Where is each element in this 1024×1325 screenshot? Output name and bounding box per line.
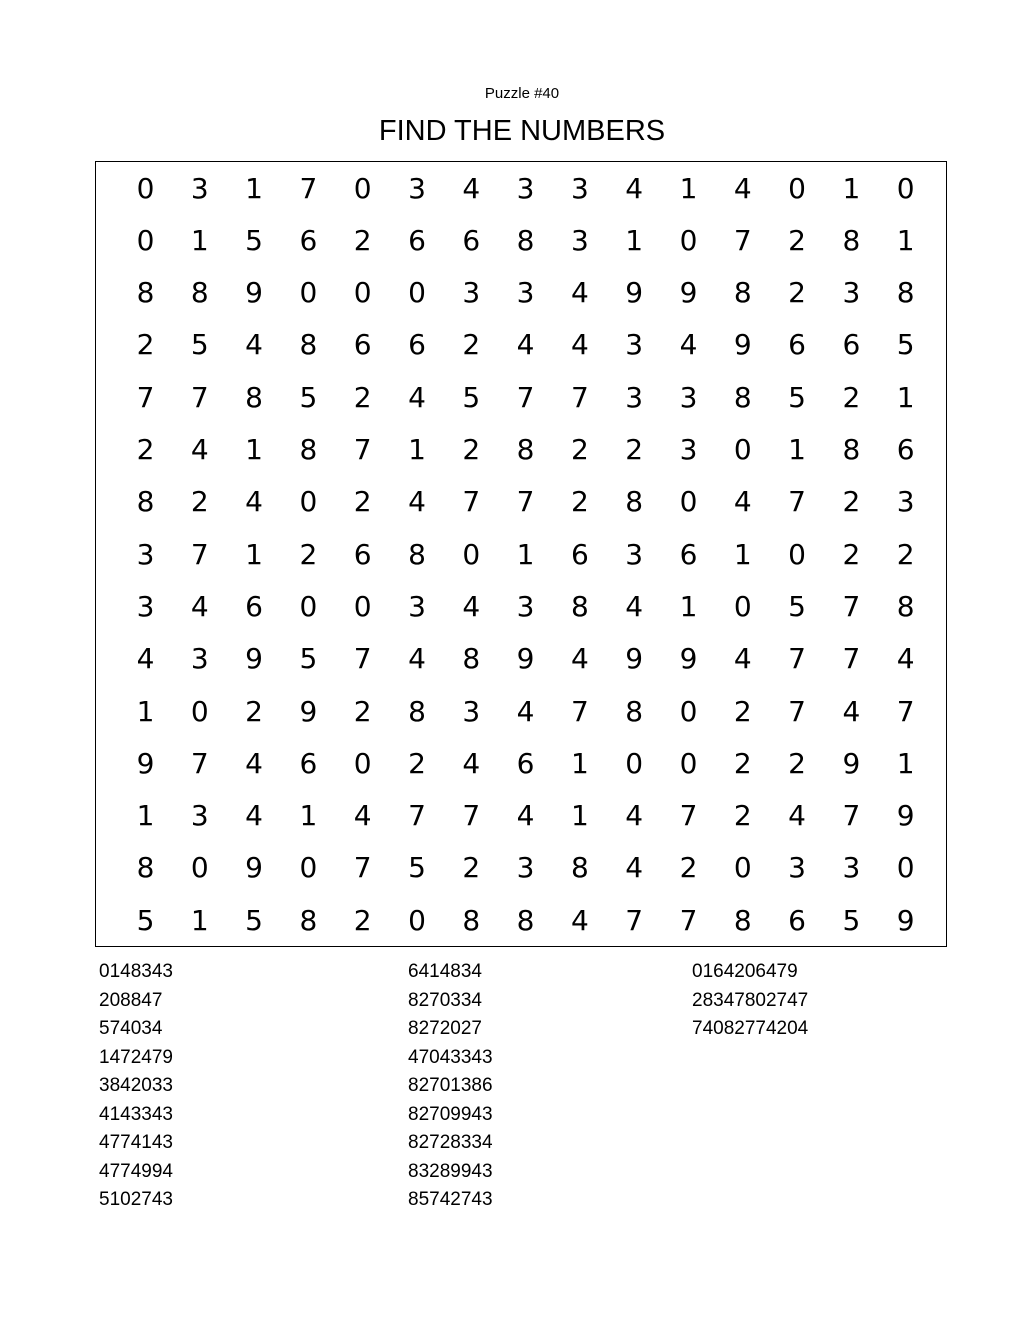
word-list-item: 6414834	[408, 961, 482, 982]
grid-cell[interactable]: 9	[896, 903, 915, 937]
grid-cell[interactable]: 8	[516, 903, 535, 937]
grid-cell[interactable]: 8	[516, 433, 535, 466]
grid-cell[interactable]: 4	[733, 485, 752, 519]
grid-cell[interactable]: 5	[788, 380, 806, 414]
grid-cell[interactable]: 7	[733, 223, 752, 257]
grid-cell[interactable]: 7	[842, 642, 861, 676]
grid-cell[interactable]: 4	[625, 171, 644, 205]
word-list-item: 574034	[99, 1018, 163, 1039]
grid-cell[interactable]: 4	[353, 799, 372, 833]
grid-cell[interactable]: 4	[788, 799, 806, 833]
word-list-column-1	[99, 958, 173, 1215]
grid-cell[interactable]: 9	[625, 276, 644, 310]
grid-cell[interactable]: 4	[570, 276, 589, 310]
grid-cell[interactable]: 5	[896, 328, 915, 362]
grid-cell[interactable]: 7	[570, 694, 589, 728]
grid-cell[interactable]: 8	[136, 485, 155, 519]
grid-cell[interactable]: 0	[679, 746, 698, 780]
grid-cell[interactable]: 2	[353, 694, 372, 728]
grid-cell[interactable]: 0	[299, 851, 318, 885]
grid-cell[interactable]: 1	[570, 746, 589, 780]
grid-cell[interactable]: 0	[733, 433, 752, 466]
grid-cell[interactable]: 7	[462, 485, 481, 519]
grid-cell[interactable]: 1	[299, 799, 318, 833]
grid-cell[interactable]: 6	[679, 537, 698, 571]
grid-cell[interactable]: 2	[842, 537, 861, 571]
grid-cell[interactable]: 0	[896, 171, 915, 205]
grid-cell[interactable]: 9	[733, 328, 752, 362]
grid-cell[interactable]: 8	[136, 276, 155, 310]
grid-cell[interactable]: 2	[570, 485, 589, 519]
word-list-column-2	[408, 958, 493, 1215]
grid-cell[interactable]: 2	[353, 223, 372, 257]
grid-cell[interactable]: 4	[462, 589, 481, 623]
grid-cell[interactable]: 0	[299, 276, 318, 310]
grid-cell[interactable]: 8	[299, 328, 318, 362]
word-list-item: 4774143	[99, 1132, 173, 1153]
grid-cell[interactable]: 0	[299, 485, 318, 519]
grid-cell[interactable]: 2	[733, 799, 752, 833]
grid-cell[interactable]: 6	[245, 589, 263, 623]
grid-cell[interactable]: 1	[679, 589, 698, 623]
grid-cell[interactable]: 3	[190, 171, 209, 205]
grid-cell[interactable]: 6	[842, 328, 861, 362]
grid-cell[interactable]: 1	[625, 223, 644, 257]
grid-cell[interactable]: 8	[896, 589, 915, 623]
grid-cell[interactable]: 8	[299, 903, 318, 937]
grid-cell[interactable]: 1	[733, 537, 752, 571]
word-list-item: 4774994	[99, 1160, 173, 1182]
word-list-item: 3842033	[99, 1075, 173, 1096]
grid-cell[interactable]: 0	[408, 276, 426, 310]
grid-cell[interactable]: 7	[842, 799, 861, 833]
grid-cell[interactable]: 8	[842, 223, 861, 257]
grid-cell[interactable]: 6	[570, 537, 589, 571]
grid-cell[interactable]: 6	[299, 746, 318, 780]
grid-cell[interactable]: 0	[788, 537, 806, 571]
grid-cell[interactable]: 7	[679, 799, 698, 833]
grid-cell[interactable]: 8	[625, 485, 644, 519]
grid-cell[interactable]: 4	[516, 694, 535, 728]
word-list-item: 82701386	[408, 1075, 493, 1096]
grid-cell[interactable]: 9	[245, 642, 263, 676]
grid-cell[interactable]: 3	[408, 589, 426, 623]
grid-cell[interactable]: 7	[625, 903, 644, 937]
grid-cell[interactable]: 7	[516, 485, 535, 519]
grid-cell[interactable]: 3	[516, 589, 535, 623]
word-list-item: 8272027	[408, 1018, 482, 1039]
grid-cell[interactable]: 1	[788, 433, 806, 466]
grid-cell[interactable]: 3	[516, 851, 535, 885]
grid-cell[interactable]: 5	[245, 223, 263, 257]
grid-cell[interactable]: 4	[136, 642, 155, 676]
grid-cell[interactable]: 3	[625, 328, 644, 362]
grid-cell[interactable]: 1	[896, 223, 915, 257]
word-list-item: 28347802747	[692, 989, 809, 1011]
grid-cell[interactable]: 3	[462, 694, 481, 728]
grid-cell[interactable]: 2	[462, 328, 481, 362]
puzzle-number: Puzzle #40	[484, 85, 560, 102]
grid-cell[interactable]: 2	[788, 223, 806, 257]
grid-cell[interactable]: 2	[625, 433, 644, 466]
grid-cell[interactable]: 2	[136, 433, 155, 466]
grid-cell[interactable]: 4	[896, 642, 915, 676]
grid-cell[interactable]: 0	[299, 589, 318, 623]
grid-cell[interactable]: 4	[570, 328, 589, 362]
grid-cell[interactable]: 3	[570, 171, 589, 205]
grid-cell[interactable]: 7	[842, 589, 861, 623]
grid-cell[interactable]: 4	[842, 694, 861, 728]
grid-cell[interactable]: 5	[190, 328, 209, 362]
grid-cell[interactable]: 9	[896, 799, 915, 833]
grid-cell[interactable]: 9	[842, 746, 861, 780]
word-list-item: 8270334	[408, 989, 482, 1011]
grid-cell[interactable]: 8	[408, 694, 426, 728]
word-list-column-3	[692, 958, 808, 1044]
grid-cell[interactable]: 8	[408, 537, 426, 571]
grid-cell[interactable]: 1	[190, 223, 209, 257]
grid-cell[interactable]: 8	[570, 851, 589, 885]
grid-cell[interactable]: 9	[679, 276, 698, 310]
grid-cell[interactable]: 3	[136, 589, 155, 623]
grid-cell[interactable]: 7	[353, 642, 372, 676]
grid-cell[interactable]: 1	[842, 171, 861, 205]
grid-cell[interactable]: 0	[896, 851, 915, 885]
grid-cell[interactable]: 0	[353, 276, 372, 310]
grid-cell[interactable]: 9	[516, 642, 535, 676]
grid-cell[interactable]: 8	[896, 276, 915, 310]
grid-cell[interactable]: 9	[245, 851, 263, 885]
grid-cell[interactable]: 3	[842, 276, 861, 310]
grid-cell[interactable]: 7	[462, 799, 481, 833]
puzzle-title: FIND THE NUMBERS	[378, 115, 666, 147]
grid-cell[interactable]: 4	[245, 328, 263, 362]
grid-cell[interactable]: 0	[733, 851, 752, 885]
grid-cell[interactable]: 5	[408, 851, 426, 885]
grid-cell[interactable]: 6	[408, 223, 426, 257]
grid-cell[interactable]: 4	[625, 589, 644, 623]
grid-cell[interactable]: 8	[733, 380, 752, 414]
grid-cell[interactable]: 0	[190, 694, 209, 728]
grid-cell[interactable]: 6	[353, 537, 372, 571]
grid-cell[interactable]: 1	[190, 903, 209, 937]
grid-cell[interactable]: 3	[570, 223, 589, 257]
grid-cell[interactable]: 7	[516, 380, 535, 414]
grid-cell[interactable]: 0	[136, 171, 155, 205]
grid-cell[interactable]: 4	[679, 328, 698, 362]
grid-cell[interactable]: 1	[136, 799, 155, 833]
grid-cell[interactable]: 2	[733, 746, 752, 780]
grid-cell[interactable]: 6	[353, 328, 372, 362]
grid-cell[interactable]: 5	[462, 380, 481, 414]
grid-cell[interactable]: 6	[788, 328, 806, 362]
grid-cell[interactable]: 5	[299, 642, 318, 676]
grid-cell[interactable]: 7	[408, 799, 426, 833]
grid-cell[interactable]: 0	[679, 694, 698, 728]
grid-cell[interactable]: 7	[570, 380, 589, 414]
grid-cell[interactable]: 1	[245, 433, 263, 466]
grid-cell[interactable]: 0	[788, 171, 806, 205]
grid-cell[interactable]: 4	[462, 171, 481, 205]
word-list-item: 85742743	[408, 1189, 493, 1210]
grid-cell[interactable]: 2	[408, 746, 426, 780]
grid-cell[interactable]: 6	[462, 223, 481, 257]
grid-cell[interactable]: 4	[190, 433, 209, 466]
grid-cell[interactable]: 2	[788, 276, 806, 310]
grid-cell[interactable]: 2	[570, 433, 589, 466]
word-list-item: 83289943	[408, 1160, 493, 1182]
grid-cell[interactable]: 7	[788, 642, 806, 676]
grid-cell[interactable]: 0	[408, 903, 426, 937]
word-list-item: 82709943	[408, 1103, 493, 1125]
grid-cell[interactable]: 1	[408, 433, 426, 466]
grid-cell[interactable]: 8	[733, 903, 752, 937]
grid-cell[interactable]: 2	[190, 485, 209, 519]
grid-cell[interactable]: 6	[896, 433, 915, 466]
grid-cell[interactable]: 3	[625, 537, 644, 571]
word-list-item: 47043343	[408, 1046, 493, 1068]
grid-cell[interactable]: 1	[570, 799, 589, 833]
grid-cell[interactable]: 4	[516, 799, 535, 833]
grid-cell[interactable]: 8	[625, 694, 644, 728]
grid-cell[interactable]: 7	[299, 171, 318, 205]
word-list-item: 4143343	[99, 1103, 173, 1125]
grid-cell[interactable]: 5	[788, 589, 806, 623]
grid-cell[interactable]: 3	[516, 171, 535, 205]
grid-cell[interactable]: 4	[625, 799, 644, 833]
grid-cell[interactable]: 9	[299, 694, 318, 728]
grid-cell[interactable]: 2	[842, 380, 861, 414]
grid-cell[interactable]: 4	[733, 171, 752, 205]
grid-cell[interactable]: 4	[408, 485, 426, 519]
grid-cell[interactable]: 0	[679, 223, 698, 257]
grid-cell[interactable]: 0	[625, 746, 644, 780]
grid-cell[interactable]: 4	[733, 642, 752, 676]
grid-cell[interactable]: 1	[136, 694, 155, 728]
grid-cell[interactable]: 7	[190, 380, 209, 414]
grid-cell[interactable]: 0	[136, 223, 155, 257]
grid-cell[interactable]: 3	[896, 485, 915, 519]
grid-cell[interactable]: 4	[245, 746, 263, 780]
grid-cell[interactable]: 7	[190, 746, 209, 780]
word-list-item: 5102743	[99, 1189, 173, 1210]
puzzle-grid	[95, 161, 947, 947]
grid-cell[interactable]: 7	[788, 485, 806, 519]
grid-cell[interactable]: 5	[245, 903, 263, 937]
grid-cell[interactable]: 4	[570, 642, 589, 676]
grid-cell[interactable]: 0	[190, 851, 209, 885]
grid-cell[interactable]: 0	[353, 746, 372, 780]
grid-cell[interactable]: 9	[679, 642, 698, 676]
grid-cell[interactable]: 7	[679, 903, 698, 937]
grid-cell[interactable]: 6	[788, 903, 806, 937]
word-list-item: 1472479	[99, 1046, 173, 1068]
grid-cell[interactable]: 4	[245, 485, 263, 519]
word-list-item: 74082774204	[692, 1018, 809, 1039]
grid-cell[interactable]: 4	[570, 903, 589, 937]
grid-cell[interactable]: 1	[245, 171, 263, 205]
grid-cell[interactable]: 3	[408, 171, 426, 205]
grid-cell[interactable]: 5	[299, 380, 318, 414]
grid-cell[interactable]: 1	[896, 746, 915, 780]
grid-cell[interactable]: 2	[462, 433, 481, 466]
grid-cell[interactable]: 2	[353, 485, 372, 519]
word-list-item: 0148343	[99, 961, 173, 982]
grid-cell[interactable]: 1	[516, 537, 535, 571]
grid-cell[interactable]: 8	[190, 276, 209, 310]
grid-cell[interactable]: 8	[136, 851, 155, 885]
grid-cell[interactable]: 2	[136, 328, 155, 362]
grid-cell[interactable]: 6	[299, 223, 318, 257]
grid-cell[interactable]: 8	[299, 433, 318, 466]
grid-cell[interactable]: 3	[679, 433, 698, 466]
grid-cell[interactable]: 9	[245, 276, 263, 310]
grid-cell[interactable]: 1	[679, 171, 698, 205]
grid-cell[interactable]: 4	[516, 328, 535, 362]
grid-cell[interactable]: 0	[733, 589, 752, 623]
grid-cell[interactable]: 2	[788, 746, 806, 780]
grid-cell[interactable]: 3	[462, 276, 481, 310]
word-list-item: 208847	[99, 989, 163, 1011]
grid-cell[interactable]: 7	[136, 380, 155, 414]
grid-cell[interactable]: 3	[516, 276, 535, 310]
grid-cell[interactable]: 2	[245, 694, 263, 728]
grid-cell[interactable]: 5	[136, 903, 155, 937]
grid-cell[interactable]: 6	[408, 328, 426, 362]
grid-cell[interactable]: 7	[190, 537, 209, 571]
grid-cell[interactable]: 8	[842, 433, 861, 466]
grid-cell[interactable]: 2	[299, 537, 318, 571]
grid-cell[interactable]: 7	[896, 694, 915, 728]
grid-cell[interactable]: 5	[842, 903, 861, 937]
grid-cell[interactable]: 6	[516, 746, 535, 780]
grid-cell[interactable]: 3	[788, 851, 806, 885]
grid-cell[interactable]: 4	[625, 851, 644, 885]
grid-cell[interactable]: 8	[733, 276, 752, 310]
grid-cell[interactable]: 1	[896, 380, 915, 414]
grid-cell[interactable]: 3	[190, 642, 209, 676]
grid-cell[interactable]: 8	[245, 380, 263, 414]
grid-cell[interactable]: 8	[516, 223, 535, 257]
grid-cell[interactable]: 2	[842, 485, 861, 519]
grid-cell[interactable]: 2	[353, 903, 372, 937]
grid-cell[interactable]: 3	[136, 537, 155, 571]
grid-cell[interactable]: 2	[462, 851, 481, 885]
word-list-item: 82728334	[408, 1132, 493, 1153]
grid-cell[interactable]: 0	[353, 171, 372, 205]
grid-cell[interactable]: 2	[896, 537, 915, 571]
grid-cell[interactable]: 2	[733, 694, 752, 728]
word-list-item: 0164206479	[692, 961, 798, 982]
grid-cell[interactable]: 4	[190, 589, 209, 623]
grid-cell[interactable]: 8	[570, 589, 589, 623]
grid-cell[interactable]: 4	[245, 799, 263, 833]
grid-cell[interactable]: 0	[679, 485, 698, 519]
grid-cell[interactable]: 8	[462, 642, 481, 676]
grid-cell[interactable]: 1	[245, 537, 263, 571]
grid-cell[interactable]: 7	[353, 433, 372, 466]
grid-cell[interactable]: 3	[842, 851, 861, 885]
grid-cell[interactable]: 8	[462, 903, 481, 937]
grid-cell[interactable]: 3	[625, 380, 644, 414]
grid-cell[interactable]: 7	[788, 694, 806, 728]
grid-cell[interactable]: 0	[353, 589, 372, 623]
grid-cell[interactable]: 9	[625, 642, 644, 676]
grid-cell[interactable]: 7	[353, 851, 372, 885]
grid-cell[interactable]: 4	[408, 380, 426, 414]
grid-cell[interactable]: 2	[679, 851, 698, 885]
grid-cell[interactable]: 9	[136, 746, 155, 780]
grid-cell[interactable]: 3	[679, 380, 698, 414]
grid-cell[interactable]: 3	[190, 799, 209, 833]
grid-cell[interactable]: 2	[353, 380, 372, 414]
grid-cell[interactable]: 0	[462, 537, 481, 571]
grid-cell[interactable]: 4	[408, 642, 426, 676]
grid-cell[interactable]: 4	[462, 746, 481, 780]
